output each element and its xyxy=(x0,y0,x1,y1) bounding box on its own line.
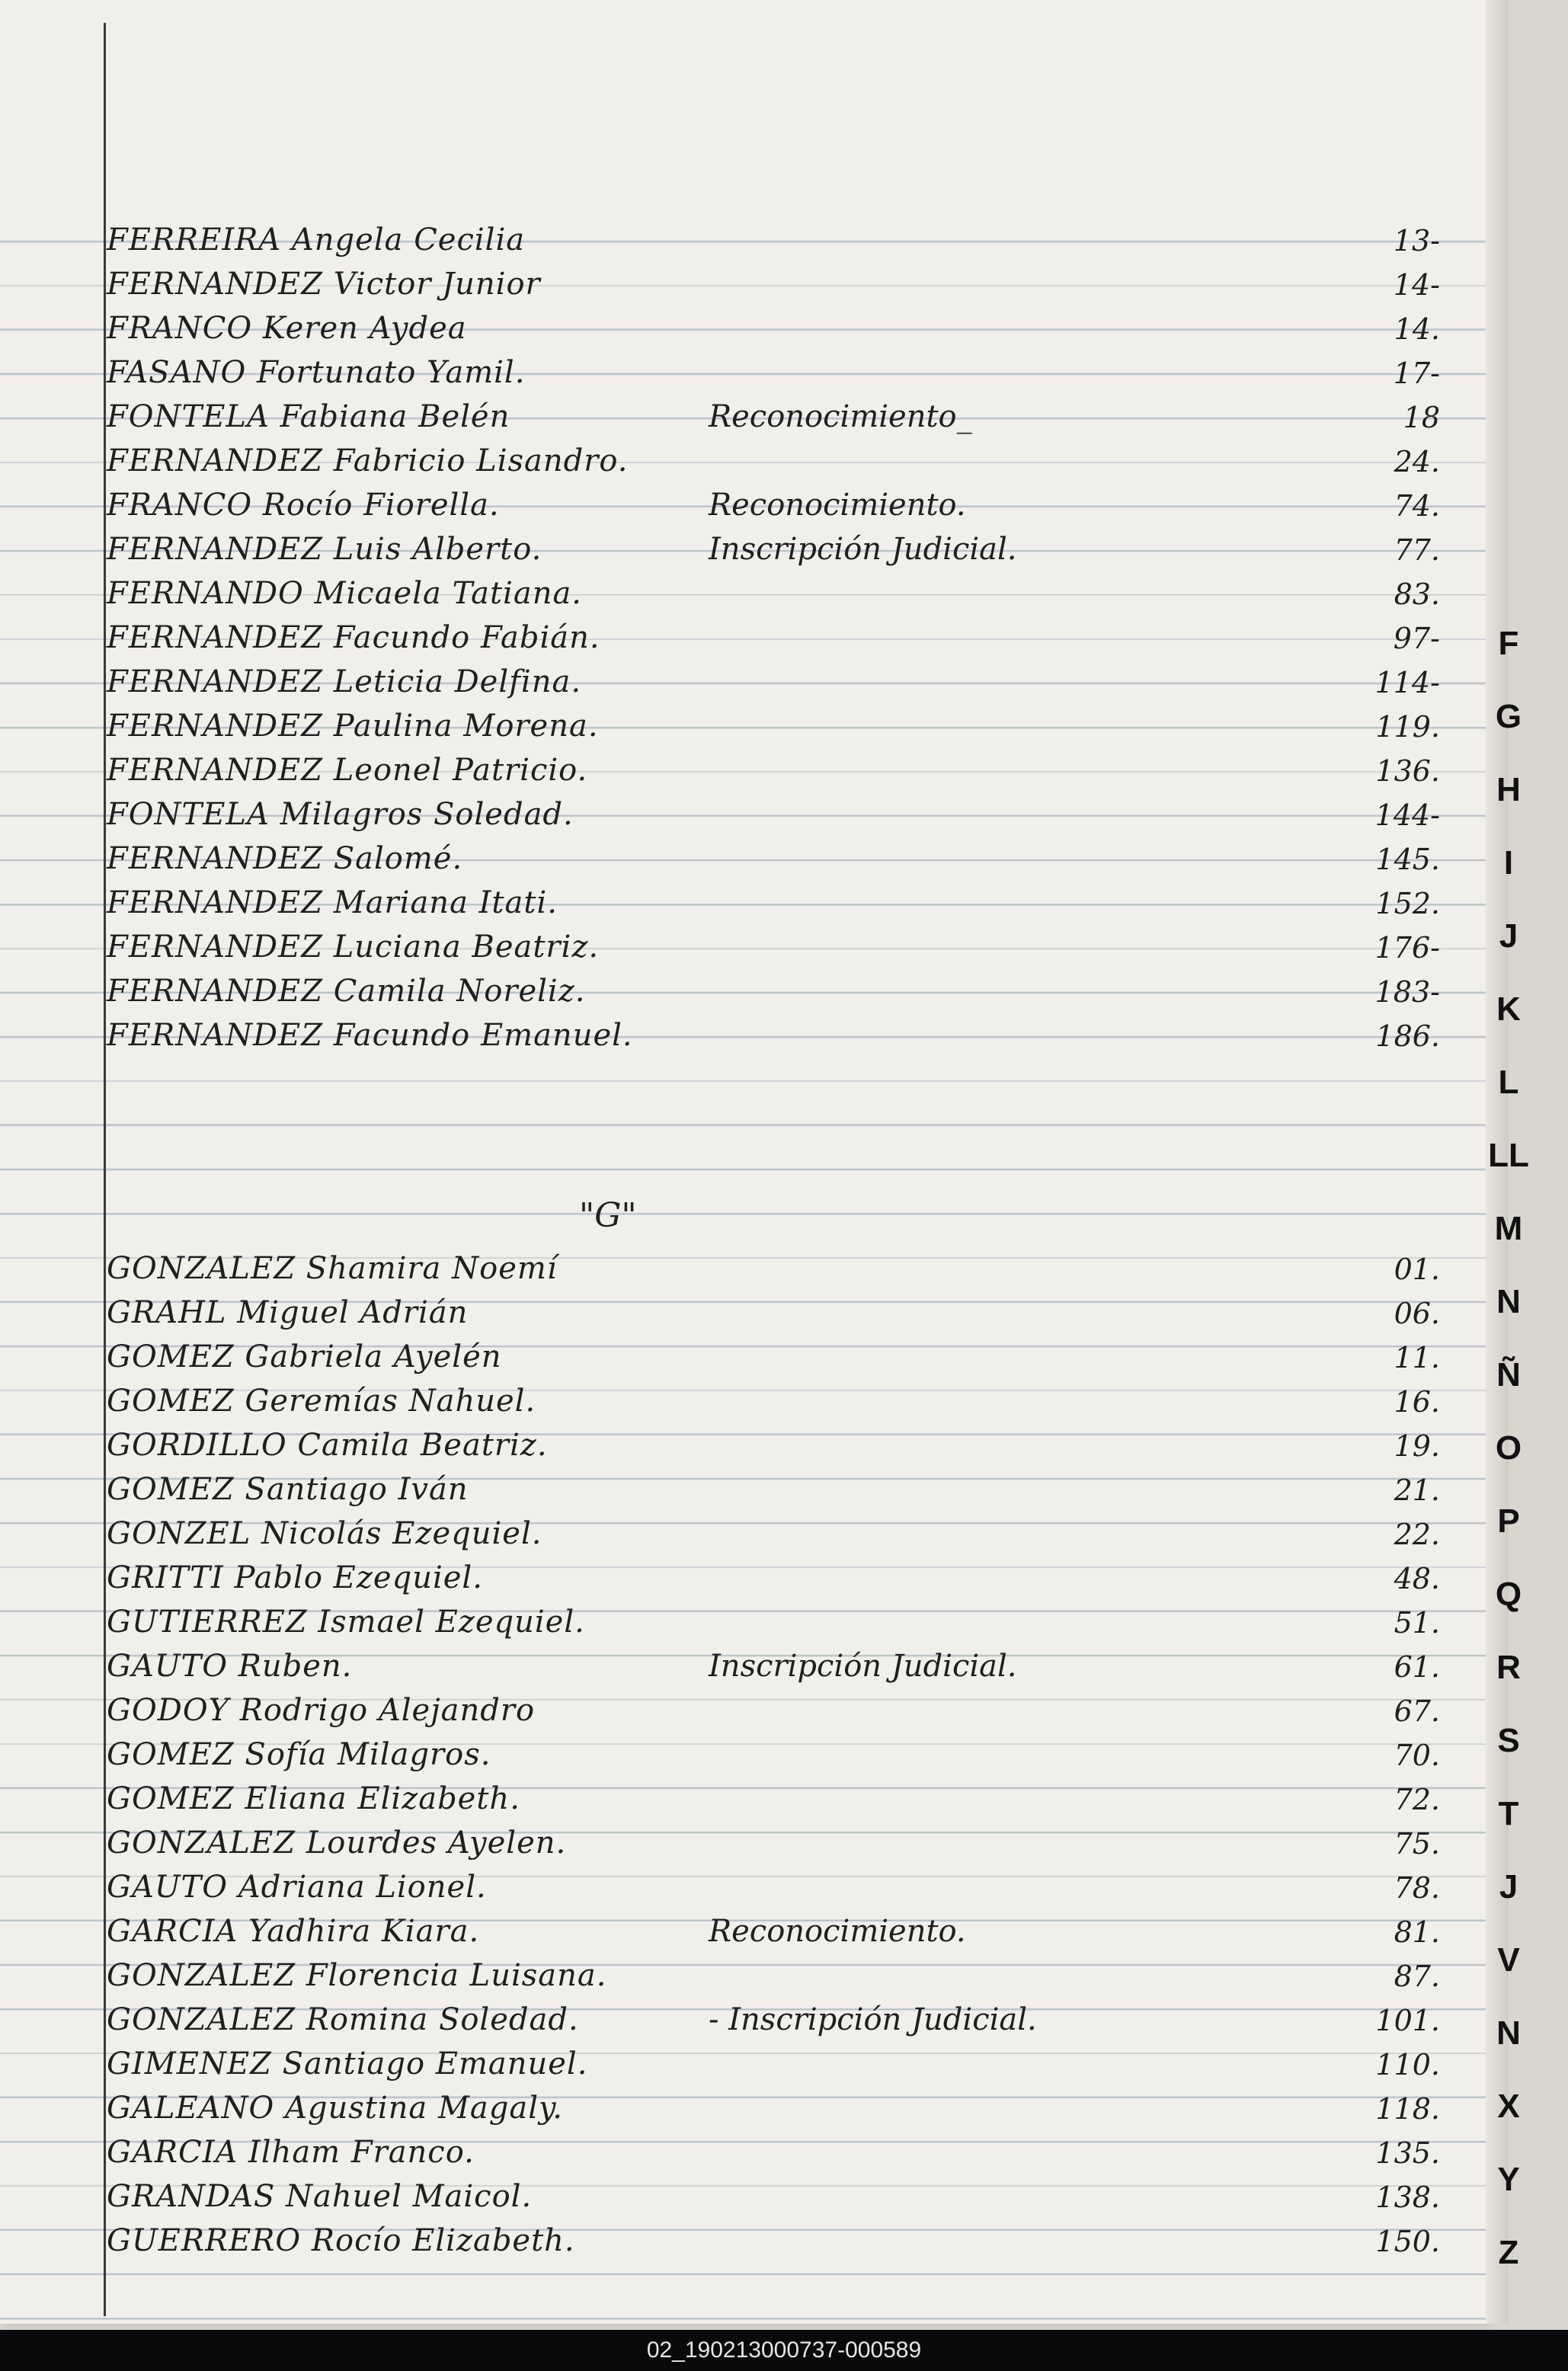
entry-name: GOMEZ Geremías Nahuel. xyxy=(107,1384,536,1419)
entry-name: FERNANDEZ Victor Junior xyxy=(107,267,541,302)
index-tab-23[interactable]: Z xyxy=(1498,2234,1519,2271)
index-tab-1[interactable]: F xyxy=(1498,625,1519,662)
register-entry xyxy=(99,2043,1455,2085)
entry-name: FERNANDEZ Mariana Itati. xyxy=(107,885,558,920)
index-tab-11[interactable]: Ñ xyxy=(1496,1356,1521,1393)
entry-note: Inscripción Judicial. xyxy=(709,1649,1017,1684)
entry-name: GONZEL Nicolás Ezequiel. xyxy=(107,1516,542,1551)
entry-page-number: 118. xyxy=(1375,2092,1440,2126)
index-tab-8[interactable]: LL xyxy=(1488,1137,1529,1174)
entry-name: GRAHL Miguel Adrián xyxy=(107,1295,469,1330)
register-entry xyxy=(99,838,1455,879)
entry-page-number: 97- xyxy=(1393,622,1440,655)
entry-name: GOMEZ Santiago Iván xyxy=(107,1472,469,1507)
index-tab-10[interactable]: N xyxy=(1496,1283,1521,1320)
entry-name: FRANCO Keren Aydea xyxy=(107,311,467,346)
register-entry xyxy=(99,1381,1455,1422)
register-entry xyxy=(99,529,1455,570)
register-entry xyxy=(99,1867,1455,1908)
entry-name: FERNANDEZ Leticia Delfina. xyxy=(107,664,582,699)
entry-page-number: 72. xyxy=(1394,1783,1440,1816)
register-entry xyxy=(99,219,1455,261)
entry-page-number: 119. xyxy=(1375,710,1440,744)
entry-page-number: 135. xyxy=(1375,2136,1440,2170)
entry-name: GALEANO Agustina Magaly. xyxy=(107,2091,564,2126)
register-entry xyxy=(99,308,1455,349)
register-entry xyxy=(99,2132,1455,2173)
entry-page-number: 83. xyxy=(1394,578,1440,611)
register-entry xyxy=(99,794,1455,835)
entry-name: GONZALEZ Florencia Luisana. xyxy=(107,1958,607,1993)
register-entry xyxy=(99,264,1455,305)
register-entry xyxy=(99,1425,1455,1466)
entry-page-number: 24. xyxy=(1394,445,1440,478)
section-heading-g: "G" xyxy=(579,1196,637,1235)
register-entry xyxy=(99,2088,1455,2129)
entry-page-number: 77. xyxy=(1394,533,1440,567)
entry-page-number: 78. xyxy=(1394,1871,1440,1905)
entry-page-number: 11. xyxy=(1394,1341,1440,1374)
entry-name: FERNANDEZ Facundo Emanuel. xyxy=(107,1018,633,1053)
index-tab-21[interactable]: X xyxy=(1497,2088,1520,2125)
entry-page-number: 14. xyxy=(1394,312,1440,346)
entry-page-number: 101. xyxy=(1375,2004,1440,2037)
entry-page-number: 06. xyxy=(1394,1297,1440,1330)
entry-name: FERNANDEZ Paulina Morena. xyxy=(107,709,599,744)
entry-page-number: 176- xyxy=(1374,931,1440,965)
register-entry xyxy=(99,1336,1455,1377)
entry-page-number: 61. xyxy=(1394,1650,1440,1684)
entry-name: GAUTO Adriana Lionel. xyxy=(107,1870,487,1905)
entry-name: FASANO Fortunato Yamil. xyxy=(107,355,526,390)
register-entry xyxy=(99,1911,1455,1952)
register-entry xyxy=(99,1778,1455,1819)
entry-name: FERNANDEZ Luciana Beatriz. xyxy=(107,930,600,965)
register-entry xyxy=(99,1999,1455,2040)
register-entry xyxy=(99,706,1455,747)
register-entry xyxy=(99,1955,1455,1996)
entry-page-number: 13- xyxy=(1393,224,1440,258)
entry-page-number: 74. xyxy=(1394,489,1440,523)
footer-label: 02_190213000737-000589 xyxy=(646,2337,922,2363)
register-entry xyxy=(99,926,1455,968)
entry-name: GONZALEZ Romina Soledad. xyxy=(107,2002,579,2037)
register-entry xyxy=(99,440,1455,482)
entry-name: GOMEZ Sofía Milagros. xyxy=(107,1737,491,1772)
register-entry xyxy=(99,352,1455,393)
entry-page-number: 136. xyxy=(1375,754,1440,788)
entry-name: GODOY Rodrigo Alejandro xyxy=(107,1693,536,1728)
index-tab-17[interactable]: T xyxy=(1498,1795,1519,1832)
entry-name: FONTELA Fabiana Belén xyxy=(107,399,510,434)
index-tab-18[interactable]: J xyxy=(1499,1868,1518,1905)
register-entry xyxy=(99,2176,1455,2217)
index-tab-2[interactable]: G xyxy=(1495,698,1522,735)
entry-name: FERNANDEZ Camila Noreliz. xyxy=(107,974,586,1009)
entry-page-number: 150. xyxy=(1375,2225,1440,2258)
index-tab-20[interactable]: N xyxy=(1496,2014,1521,2052)
index-tab-6[interactable]: K xyxy=(1496,990,1521,1028)
entry-page-number: 51. xyxy=(1394,1606,1440,1640)
entry-name: FONTELA Milagros Soledad. xyxy=(107,797,574,832)
register-entry xyxy=(99,2220,1455,2261)
index-tab-22[interactable]: Y xyxy=(1497,2161,1520,2198)
entry-page-number: 14- xyxy=(1393,268,1440,302)
index-tab-19[interactable]: V xyxy=(1497,1941,1520,1979)
register-entry xyxy=(99,1015,1455,1056)
index-tab-5[interactable]: J xyxy=(1499,917,1518,955)
index-tab-12[interactable]: O xyxy=(1495,1429,1522,1467)
entry-page-number: 01. xyxy=(1394,1253,1440,1286)
entry-page-number: 138. xyxy=(1375,2181,1440,2214)
register-entry xyxy=(99,971,1455,1012)
index-tab-16[interactable]: S xyxy=(1497,1722,1520,1759)
footer-bar xyxy=(0,2330,1568,2371)
entry-name: FERNANDO Micaela Tatiana. xyxy=(107,576,583,611)
register-entry xyxy=(99,1292,1455,1333)
register-entry xyxy=(99,485,1455,526)
entry-note: Reconocimiento. xyxy=(709,1914,966,1949)
register-entry xyxy=(99,882,1455,923)
entry-name: GUTIERREZ Ismael Ezequiel. xyxy=(107,1605,585,1640)
entry-name: GOMEZ Gabriela Ayelén xyxy=(107,1339,502,1374)
index-tab-13[interactable]: P xyxy=(1497,1502,1520,1540)
entry-page-number: 22. xyxy=(1394,1518,1440,1551)
entry-name: FERNANDEZ Salomé. xyxy=(107,841,463,876)
entry-name: GAUTO Ruben. xyxy=(107,1649,353,1684)
index-tab-15[interactable]: R xyxy=(1496,1649,1521,1686)
index-tab-7[interactable]: L xyxy=(1498,1064,1519,1101)
entry-page-number: 81. xyxy=(1394,1915,1440,1949)
entry-note: - Inscripción Judicial. xyxy=(709,2002,1037,2037)
entry-page-number: 18 xyxy=(1403,401,1440,434)
entry-page-number: 48. xyxy=(1394,1562,1440,1595)
register-entry xyxy=(99,1513,1455,1554)
entry-name: FERNANDEZ Facundo Fabián. xyxy=(107,620,600,655)
register-entry xyxy=(99,750,1455,791)
entry-name: FERREIRA Angela Cecilia xyxy=(107,222,526,258)
entry-note: Reconocimiento_ xyxy=(709,399,972,434)
index-tab-9[interactable]: M xyxy=(1494,1210,1523,1247)
alphabet-index-tabs xyxy=(1470,625,1547,2301)
entry-name: GARCIA Yadhira Kiara. xyxy=(107,1914,480,1949)
entry-name: GONZALEZ Lourdes Ayelen. xyxy=(107,1825,567,1861)
entry-page-number: 110. xyxy=(1375,2048,1440,2081)
entry-page-number: 75. xyxy=(1394,1827,1440,1861)
entry-page-number: 16. xyxy=(1394,1385,1440,1419)
register-entry xyxy=(99,1690,1455,1731)
entry-note: Reconocimiento. xyxy=(709,488,966,523)
entry-name: GIMENEZ Santiago Emanuel. xyxy=(107,2046,588,2081)
entry-name: GARCIA Ilham Franco. xyxy=(107,2135,475,2170)
entry-name: GRITTI Pablo Ezequiel. xyxy=(107,1560,483,1595)
register-entry xyxy=(99,1557,1455,1598)
register-entry xyxy=(99,1734,1455,1775)
index-tab-4[interactable]: I xyxy=(1503,844,1514,882)
entry-name: FERNANDEZ Fabricio Lisandro. xyxy=(107,443,629,478)
register-entry xyxy=(99,1469,1455,1510)
register-entry xyxy=(99,1601,1455,1643)
entry-page-number: 17- xyxy=(1393,357,1440,390)
entry-page-number: 144- xyxy=(1374,798,1440,832)
entry-name: FERNANDEZ Luis Alberto. xyxy=(107,532,542,567)
entry-name: FRANCO Rocío Fiorella. xyxy=(107,488,500,523)
register-entry xyxy=(99,1822,1455,1864)
entry-name: GONZALEZ Shamira Noemí xyxy=(107,1251,558,1286)
entry-name: GORDILLO Camila Beatriz. xyxy=(107,1428,548,1463)
entry-page-number: 145. xyxy=(1375,843,1440,876)
entry-page-number: 183- xyxy=(1374,975,1440,1009)
entry-page-number: 21. xyxy=(1394,1473,1440,1507)
entry-page-number: 70. xyxy=(1394,1739,1440,1772)
entry-page-number: 152. xyxy=(1375,887,1440,920)
index-tab-3[interactable]: H xyxy=(1496,771,1521,808)
register-entry xyxy=(99,573,1455,614)
entry-page-number: 87. xyxy=(1394,1960,1440,1993)
register-entry xyxy=(99,1646,1455,1687)
entry-name: GUERRERO Rocío Elizabeth. xyxy=(107,2223,575,2258)
entry-page-number: 186. xyxy=(1375,1019,1440,1053)
entry-name: GOMEZ Eliana Elizabeth. xyxy=(107,1781,520,1816)
entry-page-number: 67. xyxy=(1394,1694,1440,1728)
entry-page-number: 114- xyxy=(1374,666,1440,699)
register-entry xyxy=(99,617,1455,658)
entry-name: GRANDAS Nahuel Maicol. xyxy=(107,2179,533,2214)
index-tab-14[interactable]: Q xyxy=(1495,1576,1522,1613)
entry-name: FERNANDEZ Leonel Patricio. xyxy=(107,753,588,788)
register-entry xyxy=(99,661,1455,702)
register-entry xyxy=(99,396,1455,437)
entry-page-number: 19. xyxy=(1394,1429,1440,1463)
register-entry xyxy=(99,1248,1455,1289)
entry-note: Inscripción Judicial. xyxy=(709,532,1017,567)
